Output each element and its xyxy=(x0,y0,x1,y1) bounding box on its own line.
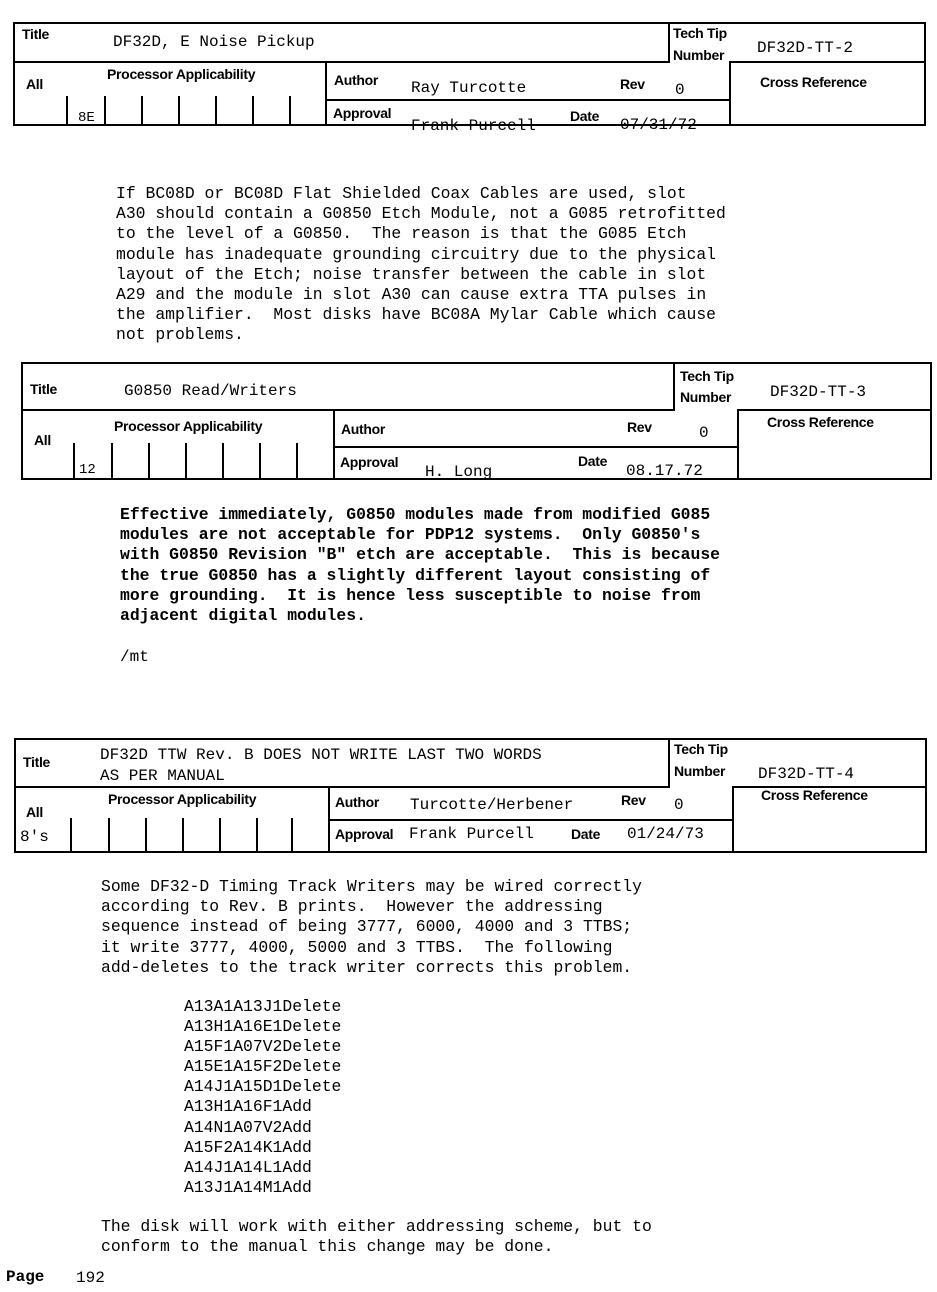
tip-body: Some DF32-D Timing Track Writers may be wired correctly according to Rev. B prints. However the addressing sequence instead of being 3777, 6000, 4000 and 3 TTBS; it write 3777, 4000, 5000 and 3 TTBS. The following add-deletes to the track writer corrects this problem. xyxy=(101,877,642,977)
approval-value: Frank Purcell xyxy=(411,117,536,135)
change-action: Add xyxy=(282,1097,312,1117)
to-pin: A16F1 xyxy=(233,1097,283,1117)
tip-title: G0850 Read/Writers xyxy=(124,382,297,400)
change-action: Add xyxy=(282,1177,312,1197)
processor-applicability-label: Processor Applicability xyxy=(108,791,257,807)
table-row xyxy=(184,1037,341,1057)
rev-label: Rev xyxy=(627,419,652,435)
processor-applicability-label: Processor Applicability xyxy=(114,418,263,434)
from-pin: A15F2 xyxy=(184,1137,234,1157)
table-row xyxy=(184,1097,341,1117)
rev-label: Rev xyxy=(621,792,646,808)
tip-number: DF32D-TT-4 xyxy=(758,765,855,783)
title-label: Title xyxy=(30,381,58,397)
number-label: Number xyxy=(680,389,732,405)
number-label: Number xyxy=(673,47,725,63)
tip-title-line1: DF32D TTW Rev. B DOES NOT WRITE LAST TWO WORDS xyxy=(100,746,542,764)
to-pin: A07V2 xyxy=(233,1037,283,1057)
date-value: 07/31/72 xyxy=(620,116,697,134)
date-value: 08.17.72 xyxy=(626,462,703,480)
processor-value: 8E xyxy=(78,110,95,126)
processor-applicability-label: Processor Applicability xyxy=(107,66,256,82)
from-pin: A14J1 xyxy=(184,1077,234,1097)
rev-value: 0 xyxy=(675,81,685,99)
tech-tip-label: Tech Tip xyxy=(680,368,734,384)
tip-title-line2: AS PER MANUAL xyxy=(100,767,225,785)
to-pin: A15F2 xyxy=(233,1057,283,1077)
tech-tip-label: Tech Tip xyxy=(673,25,727,41)
to-pin: A14L1 xyxy=(233,1157,283,1177)
date-label: Date xyxy=(578,453,608,469)
rev-value: 0 xyxy=(699,424,709,442)
rev-value: 0 xyxy=(674,796,684,814)
from-pin: A13H1 xyxy=(184,1017,234,1037)
table-row xyxy=(184,1017,341,1037)
change-action: Delete xyxy=(282,997,342,1016)
all-label: All xyxy=(26,804,43,820)
page-label: Page xyxy=(6,1268,45,1286)
table-row xyxy=(184,1178,341,1198)
tip-closing: The disk will work with either addressing scheme, but to conform to the manual this change may be done. xyxy=(101,1217,652,1257)
table-row xyxy=(184,1158,341,1178)
processor-value: 12 xyxy=(79,462,96,478)
table-row xyxy=(184,1057,341,1077)
page-number: 192 xyxy=(76,1269,105,1287)
table-row xyxy=(184,1118,341,1138)
number-label: Number xyxy=(674,763,726,779)
from-pin: A13H1 xyxy=(184,1097,234,1117)
title-label: Title xyxy=(22,26,50,42)
tip-body: If BC08D or BC08D Flat Shielded Coax Cables are used, slot A30 should contain a G0850 Etch Module, not a G085 retrofitted to the level of a G0850. The reason is that the G085 Etch module has inadequate grounding circuitry due to the physical layout of the Etch; noise transfer between the cable in slot A29 and the module in slot A30 can cause extra TTA pulses in the amplifier. Most disks have BC08A Mylar Cable which cause not problems. xyxy=(116,184,726,345)
to-pin: A14K1 xyxy=(233,1137,283,1157)
cross-reference-label: Cross Reference xyxy=(761,787,868,803)
date-value: 01/24/73 xyxy=(627,825,704,843)
table-row xyxy=(184,1077,341,1097)
change-action: Delete xyxy=(282,1057,342,1077)
all-label: All xyxy=(26,76,43,92)
approval-value: Frank Purcell xyxy=(409,825,534,843)
typist-initials: /mt xyxy=(120,648,149,666)
from-pin: A14N1 xyxy=(184,1117,234,1137)
change-action: Delete xyxy=(282,1017,342,1037)
tip-number: DF32D-TT-3 xyxy=(770,383,867,401)
all-label: All xyxy=(34,432,51,448)
approval-label: Approval xyxy=(340,454,399,470)
change-action: Add xyxy=(282,1157,312,1177)
to-pin: A07V2 xyxy=(233,1117,283,1137)
to-pin: A16E1 xyxy=(233,1017,283,1037)
cross-reference-label: Cross Reference xyxy=(767,414,874,430)
from-pin: A13A1 xyxy=(184,997,234,1016)
from-pin: A14J1 xyxy=(184,1157,234,1177)
tech-tip-label: Tech Tip xyxy=(674,741,728,757)
author-label: Author xyxy=(334,72,379,88)
approval-label: Approval xyxy=(335,826,394,842)
approval-label: Approval xyxy=(333,105,392,121)
rev-label: Rev xyxy=(620,76,645,92)
title-label: Title xyxy=(23,754,51,770)
cross-reference-label: Cross Reference xyxy=(760,74,867,90)
change-action: Delete xyxy=(282,1077,342,1097)
table-row xyxy=(184,1138,341,1158)
to-pin: A14M1 xyxy=(233,1177,283,1197)
table-row xyxy=(184,997,341,1017)
to-pin: A13J1 xyxy=(233,997,283,1016)
author-label: Author xyxy=(335,794,380,810)
approval-value: H. Long xyxy=(425,463,493,481)
all-value: 8's xyxy=(20,828,49,846)
tip-body: Effective immediately, G0850 modules made from modified G085 modules are not acceptable for PDP12 systems. Only G0850's with G0850 Revision "B" etch are acceptable. This is because the true G0850 has a slightly different layout consisting of more grounding. It is hence less susceptible to noise from adjacent digital modules. xyxy=(120,505,720,626)
to-pin: A15D1 xyxy=(233,1077,283,1097)
add-delete-table xyxy=(184,997,341,1198)
author-value: Turcotte/Herbener xyxy=(410,796,574,814)
change-action: Delete xyxy=(282,1037,342,1057)
author-label: Author xyxy=(341,421,386,437)
from-pin: A13J1 xyxy=(184,1177,234,1197)
date-label: Date xyxy=(571,826,601,842)
date-label: Date xyxy=(570,108,600,124)
from-pin: A15E1 xyxy=(184,1057,234,1077)
from-pin: A15F1 xyxy=(184,1037,234,1057)
tip-number: DF32D-TT-2 xyxy=(757,39,854,57)
change-action: Add xyxy=(282,1117,312,1137)
author-value: Ray Turcotte xyxy=(411,79,527,97)
tip-title: DF32D, E Noise Pickup xyxy=(113,33,315,51)
change-action: Add xyxy=(282,1137,312,1157)
